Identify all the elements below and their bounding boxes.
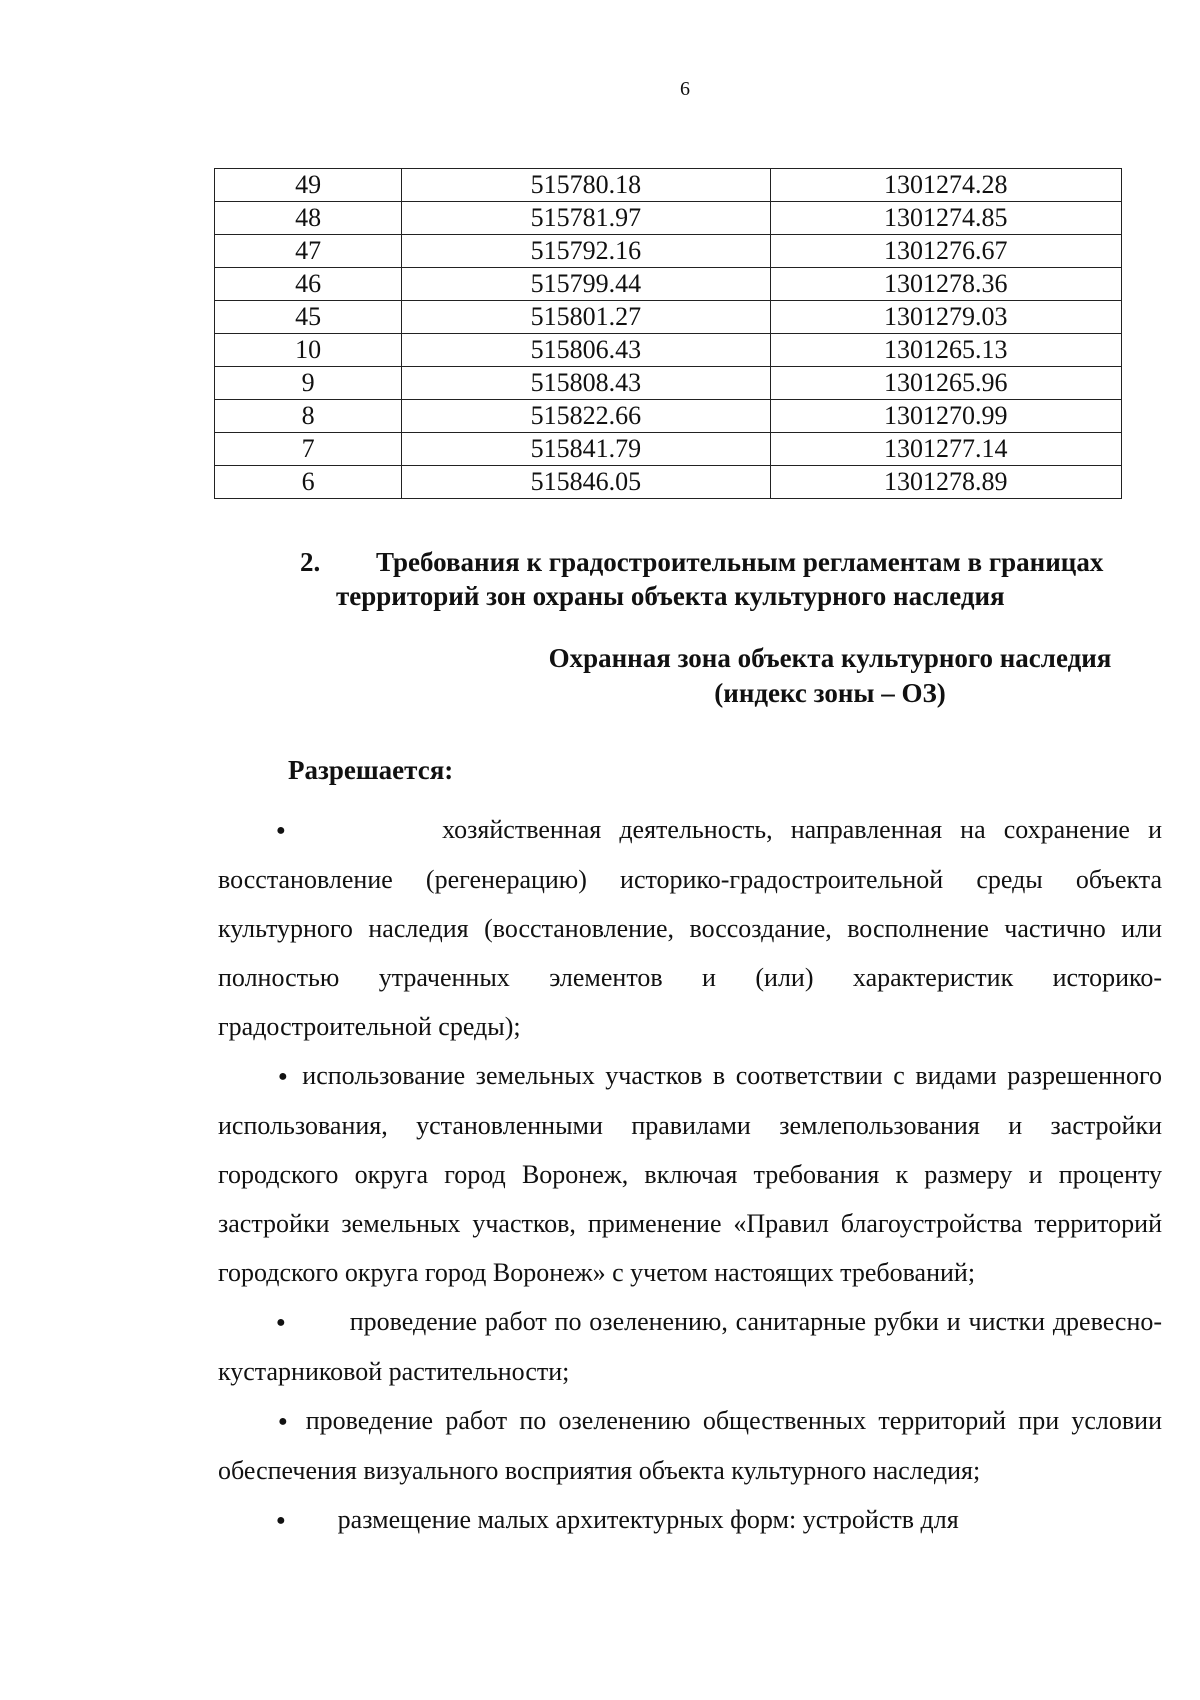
point-number-cell: 46 bbox=[215, 268, 402, 301]
y-coordinate-cell: 1301279.03 bbox=[770, 301, 1121, 334]
allowed-label: Разрешается: bbox=[288, 755, 454, 785]
list-item bbox=[218, 1297, 1162, 1396]
point-number-cell: 10 bbox=[215, 334, 402, 367]
y-coordinate-cell: 1301276.67 bbox=[770, 235, 1121, 268]
section-heading bbox=[300, 545, 1170, 613]
y-coordinate-cell: 1301274.85 bbox=[770, 202, 1121, 235]
x-coordinate-cell: 515801.27 bbox=[402, 301, 770, 334]
table-row bbox=[215, 268, 1122, 301]
x-coordinate-cell: 515808.43 bbox=[402, 367, 770, 400]
section-number: 2. bbox=[300, 547, 321, 577]
list-item bbox=[218, 1051, 1162, 1297]
list-item-text: использование земельных участков в соответствии с видами разрешенного использования, установленными правилами землепользования и застройки городского округа город Воронеж, включая требования к размеру и проценту застройки земельных участков, применение «Правил благоустройства территорий городского округа город Воронеж» с учетом настоящих требований; bbox=[218, 1061, 1162, 1287]
x-coordinate-cell: 515799.44 bbox=[402, 268, 770, 301]
x-coordinate-cell: 515806.43 bbox=[402, 334, 770, 367]
section-title-line2: территорий зон охраны объекта культурного наследия bbox=[336, 581, 1005, 611]
y-coordinate-cell: 1301278.89 bbox=[770, 466, 1121, 499]
section-title-line1: Требования к градостроительным регламентам в границах bbox=[376, 547, 1104, 577]
page-number: 6 bbox=[680, 78, 690, 100]
bullet-icon: ● bbox=[276, 822, 298, 839]
point-number-cell: 48 bbox=[215, 202, 402, 235]
x-coordinate-cell: 515822.66 bbox=[402, 400, 770, 433]
table-row bbox=[215, 367, 1122, 400]
list-item-text: размещение малых архитектурных форм: устройств для bbox=[337, 1505, 959, 1534]
table-row bbox=[215, 235, 1122, 268]
bullet-icon: ● bbox=[278, 1068, 292, 1085]
x-coordinate-cell: 515792.16 bbox=[402, 235, 770, 268]
list-item-text: хозяйственная деятельность, направленная на сохранение и восстановление (регенерацию) историко-градостроительной среды объекта культурного наследия (восстановление, воссоздание, восполнение частично или полностью утраченных элементов и (или) характеристик историко-градостроительной среды); bbox=[218, 815, 1162, 1041]
zone-title bbox=[330, 641, 1200, 711]
bullet-icon: ● bbox=[276, 1314, 288, 1331]
zone-title-line2: (индекс зоны – ОЗ) bbox=[714, 678, 946, 708]
y-coordinate-cell: 1301265.13 bbox=[770, 334, 1121, 367]
list-item-text: проведение работ по озеленению, санитарные рубки и чистки древесно-кустарниковой растительности; bbox=[218, 1307, 1163, 1386]
bullet-icon: ● bbox=[276, 1512, 286, 1529]
point-number-cell: 9 bbox=[215, 367, 402, 400]
point-number-cell: 47 bbox=[215, 235, 402, 268]
y-coordinate-cell: 1301270.99 bbox=[770, 400, 1121, 433]
table-row bbox=[215, 466, 1122, 499]
table-row bbox=[215, 334, 1122, 367]
list-item bbox=[218, 1396, 1162, 1495]
y-coordinate-cell: 1301265.96 bbox=[770, 367, 1121, 400]
y-coordinate-cell: 1301277.14 bbox=[770, 433, 1121, 466]
table-row bbox=[215, 301, 1122, 334]
point-number-cell: 6 bbox=[215, 466, 402, 499]
list-item bbox=[218, 805, 1162, 1051]
list-item bbox=[218, 1495, 1162, 1545]
table-row bbox=[215, 400, 1122, 433]
coordinates-table bbox=[214, 168, 1122, 499]
x-coordinate-cell: 515780.18 bbox=[402, 169, 770, 202]
point-number-cell: 7 bbox=[215, 433, 402, 466]
point-number-cell: 45 bbox=[215, 301, 402, 334]
y-coordinate-cell: 1301278.36 bbox=[770, 268, 1121, 301]
table-row bbox=[215, 433, 1122, 466]
x-coordinate-cell: 515841.79 bbox=[402, 433, 770, 466]
point-number-cell: 49 bbox=[215, 169, 402, 202]
list-item-text: проведение работ по озеленению общественных территорий при условии обеспечения визуального восприятия объекта культурного наследия; bbox=[218, 1406, 1162, 1485]
zone-title-line1: Охранная зона объекта культурного наследия bbox=[548, 643, 1112, 673]
x-coordinate-cell: 515846.05 bbox=[402, 466, 770, 499]
requirements-list bbox=[218, 805, 1162, 1545]
y-coordinate-cell: 1301274.28 bbox=[770, 169, 1121, 202]
table-row bbox=[215, 202, 1122, 235]
table-row bbox=[215, 169, 1122, 202]
bullet-icon: ● bbox=[278, 1413, 294, 1430]
x-coordinate-cell: 515781.97 bbox=[402, 202, 770, 235]
point-number-cell: 8 bbox=[215, 400, 402, 433]
